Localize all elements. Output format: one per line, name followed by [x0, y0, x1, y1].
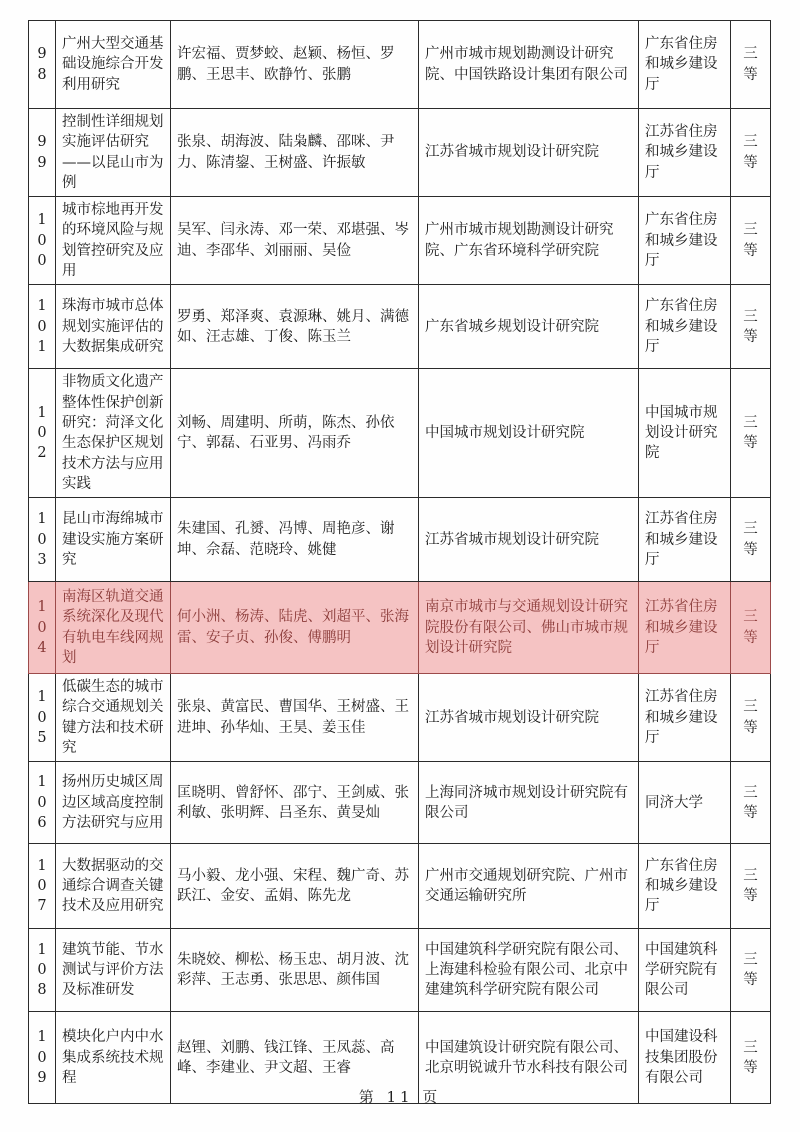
award-level-cell: 三等 — [731, 109, 771, 197]
award-level-cell: 三等 — [731, 498, 771, 582]
award-level-cell: 三等 — [731, 929, 771, 1012]
award-level-cell: 三等 — [731, 21, 771, 109]
awarding-unit-cell: 广东省住房和城乡建设厅 — [639, 285, 731, 369]
organization-cell: 广州市交通规划研究院、广州市交通运输研究所 — [419, 844, 639, 929]
table-row — [29, 929, 771, 1012]
awarding-unit-cell: 江苏省住房和城乡建设厅 — [639, 674, 731, 762]
table-row — [29, 197, 771, 285]
authors-cell: 马小毅、龙小强、宋程、魏广奇、苏跃江、金安、孟娟、陈先龙 — [171, 844, 419, 929]
authors-cell: 赵锂、刘鹏、钱江锋、王凤蕊、高峰、李建业、尹文超、王睿 — [171, 1012, 419, 1104]
project-title-cell: 非物质文化遗产整体性保护创新研究：菏泽文化生态保护区规划技术方法与应用实践 — [56, 369, 171, 498]
project-title-cell: 建筑节能、节水测试与评价方法及标准研发 — [56, 929, 171, 1012]
organization-cell: 江苏省城市规划设计研究院 — [419, 498, 639, 582]
awarding-unit-cell: 中国城市规划设计研究院 — [639, 369, 731, 498]
organization-cell: 江苏省城市规划设计研究院 — [419, 674, 639, 762]
organization-cell: 中国建筑设计研究院有限公司、北京明锐诚升节水科技有限公司 — [419, 1012, 639, 1104]
authors-cell: 朱晓姣、柳松、杨玉忠、胡月波、沈彩萍、王志勇、张思思、颜伟国 — [171, 929, 419, 1012]
authors-cell: 许宏福、贾梦蛟、赵颖、杨恒、罗鹏、王思丰、欧静竹、张鹏 — [171, 21, 419, 109]
authors-cell: 何小洲、杨涛、陆虎、刘超平、张海雷、安子贞、孙俊、傅鹏明 — [171, 582, 419, 674]
authors-cell: 张泉、胡海波、陆枭麟、邵咪、尹力、陈清鋆、王树盛、许振敏 — [171, 109, 419, 197]
awarding-unit-cell: 江苏省住房和城乡建设厅 — [639, 109, 731, 197]
organization-cell: 中国建筑科学研究院有限公司、上海建科检验有限公司、北京中建建筑科学研究院有限公司 — [419, 929, 639, 1012]
organization-cell: 广州市城市规划勘测设计研究院、广东省环境科学研究院 — [419, 197, 639, 285]
organization-cell: 广州市城市规划勘测设计研究院、中国铁路设计集团有限公司 — [419, 21, 639, 109]
project-title-cell: 低碳生态的城市综合交通规划关键方法和技术研究 — [56, 674, 171, 762]
awarding-unit-cell: 同济大学 — [639, 762, 731, 844]
row-number-cell: 106 — [29, 762, 56, 844]
awarding-unit-cell: 广东省住房和城乡建设厅 — [639, 197, 731, 285]
awards-table — [28, 20, 771, 1104]
row-number-cell: 105 — [29, 674, 56, 762]
table-row — [29, 369, 771, 498]
row-number-cell: 109 — [29, 1012, 56, 1104]
table-row — [29, 582, 771, 674]
table-row — [29, 844, 771, 929]
awarding-unit-cell: 广东省住房和城乡建设厅 — [639, 844, 731, 929]
award-level-cell: 三等 — [731, 674, 771, 762]
awarding-unit-cell: 广东省住房和城乡建设厅 — [639, 21, 731, 109]
project-title-cell: 珠海市城市总体规划实施评估的大数据集成研究 — [56, 285, 171, 369]
project-title-cell: 昆山市海绵城市建设实施方案研究 — [56, 498, 171, 582]
awarding-unit-cell: 江苏省住房和城乡建设厅 — [639, 498, 731, 582]
row-number-cell: 108 — [29, 929, 56, 1012]
authors-cell: 匡晓明、曾舒怀、邵宁、王剑威、张利敏、张明辉、吕圣东、黄旻灿 — [171, 762, 419, 844]
project-title-cell: 模块化户内中水集成系统技术规程 — [56, 1012, 171, 1104]
award-level-cell: 三等 — [731, 844, 771, 929]
row-number-cell: 102 — [29, 369, 56, 498]
organization-cell: 南京市城市与交通规划设计研究院股份有限公司、佛山市城市规划设计研究院 — [419, 582, 639, 674]
organization-cell: 江苏省城市规划设计研究院 — [419, 109, 639, 197]
awarding-unit-cell: 中国建设科技集团股份有限公司 — [639, 1012, 731, 1104]
project-title-cell: 控制性详细规划实施评估研究——以昆山市为例 — [56, 109, 171, 197]
award-level-cell: 三等 — [731, 369, 771, 498]
awarding-unit-cell: 中国建筑科学研究院有限公司 — [639, 929, 731, 1012]
authors-cell: 张泉、黄富民、曹国华、王树盛、王进坤、孙华灿、王昊、姜玉佳 — [171, 674, 419, 762]
row-number-cell: 98 — [29, 21, 56, 109]
page-number-footer: 第 11 页 — [358, 1088, 442, 1106]
table-row — [29, 21, 771, 109]
project-title-cell: 城市棕地再开发的环境风险与规划管控研究及应用 — [56, 197, 171, 285]
organization-cell: 中国城市规划设计研究院 — [419, 369, 639, 498]
table-row — [29, 109, 771, 197]
award-level-cell: 三等 — [731, 197, 771, 285]
award-level-cell: 三等 — [731, 582, 771, 674]
award-level-cell: 三等 — [731, 762, 771, 844]
row-number-cell: 103 — [29, 498, 56, 582]
row-number-cell: 107 — [29, 844, 56, 929]
row-number-cell: 100 — [29, 197, 56, 285]
organization-cell: 上海同济城市规划设计研究院有限公司 — [419, 762, 639, 844]
awards-table-body — [29, 21, 771, 1104]
table-row — [29, 285, 771, 369]
project-title-cell: 广州大型交通基础设施综合开发利用研究 — [56, 21, 171, 109]
authors-cell: 吴军、闫永涛、邓一荣、邓堪强、岑迪、李邵华、刘丽丽、吴俭 — [171, 197, 419, 285]
project-title-cell: 大数据驱动的交通综合调查关键技术及应用研究 — [56, 844, 171, 929]
row-number-cell: 99 — [29, 109, 56, 197]
table-row — [29, 498, 771, 582]
project-title-cell: 扬州历史城区周边区域高度控制方法研究与应用 — [56, 762, 171, 844]
award-level-cell: 三等 — [731, 1012, 771, 1104]
project-title-cell: 南海区轨道交通系统深化及现代有轨电车线网规划 — [56, 582, 171, 674]
row-number-cell: 104 — [29, 582, 56, 674]
table-row — [29, 674, 771, 762]
authors-cell: 罗勇、郑泽爽、袁源琳、姚月、满德如、汪志雄、丁俊、陈玉兰 — [171, 285, 419, 369]
authors-cell: 刘畅、周建明、所萌，陈杰、孙依宁、郭磊、石亚男、冯雨乔 — [171, 369, 419, 498]
authors-cell: 朱建国、孔赟、冯博、周艳彦、谢坤、佘磊、范晓玲、姚健 — [171, 498, 419, 582]
awarding-unit-cell: 江苏省住房和城乡建设厅 — [639, 582, 731, 674]
award-level-cell: 三等 — [731, 285, 771, 369]
row-number-cell: 101 — [29, 285, 56, 369]
table-row — [29, 762, 771, 844]
organization-cell: 广东省城乡规划设计研究院 — [419, 285, 639, 369]
